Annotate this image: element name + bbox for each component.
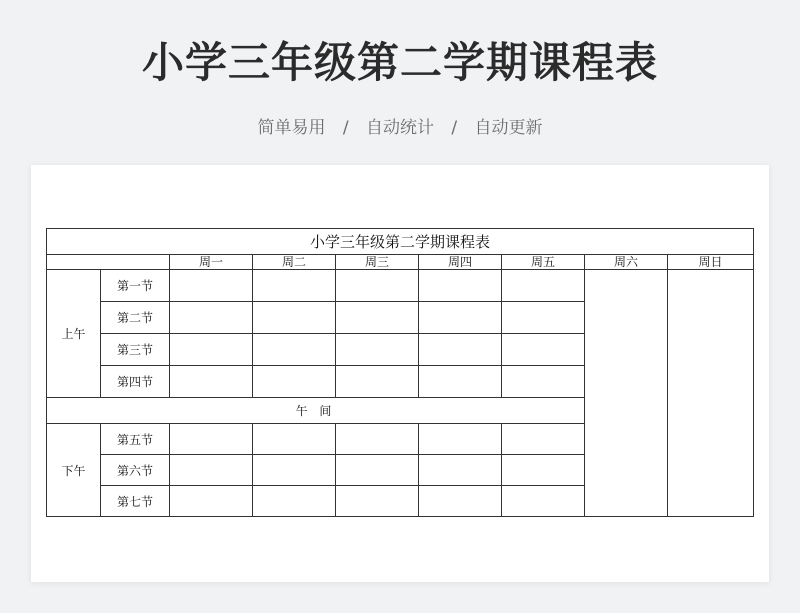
period-label: 第六节 — [101, 455, 170, 486]
schedule-cell[interactable] — [253, 334, 336, 366]
schedule-cell[interactable] — [253, 486, 336, 517]
schedule-cell[interactable] — [253, 455, 336, 486]
schedule-cell[interactable] — [336, 334, 419, 366]
period-label: 第五节 — [101, 424, 170, 455]
subtitle-item: 简单易用 — [257, 118, 326, 138]
subtitle-separator: / — [451, 118, 458, 138]
schedule-cell[interactable] — [502, 334, 585, 366]
schedule-cell[interactable] — [253, 270, 336, 302]
schedule-cell[interactable] — [336, 455, 419, 486]
session-label-morning: 上午 — [47, 270, 101, 398]
period-label: 第四节 — [101, 366, 170, 398]
day-header-thu: 周四 — [419, 255, 502, 270]
schedule-cell[interactable] — [502, 366, 585, 398]
schedule-cell[interactable] — [170, 486, 253, 517]
schedule-cell[interactable] — [253, 424, 336, 455]
page-title: 小学三年级第二学期课程表 — [141, 38, 658, 87]
schedule-cell[interactable] — [253, 302, 336, 334]
schedule-cell[interactable] — [502, 455, 585, 486]
schedule-cell[interactable] — [419, 302, 502, 334]
day-header-sun: 周日 — [668, 255, 754, 270]
schedule-cell[interactable] — [419, 486, 502, 517]
subtitle-item: 自动统计 — [366, 118, 434, 138]
session-label-afternoon: 下午 — [47, 424, 101, 517]
schedule-cell[interactable] — [419, 270, 502, 302]
sunday-merged-cell[interactable] — [668, 270, 754, 517]
schedule-cell[interactable] — [336, 424, 419, 455]
day-header-tue: 周二 — [253, 255, 336, 270]
schedule-cell[interactable] — [170, 270, 253, 302]
schedule-cell[interactable] — [336, 302, 419, 334]
lunch-break-row: 午 间 — [47, 398, 585, 424]
period-label: 第七节 — [101, 486, 170, 517]
header-corner-cell — [47, 255, 170, 270]
schedule-cell[interactable] — [170, 424, 253, 455]
schedule-cell[interactable] — [502, 486, 585, 517]
day-header-sat: 周六 — [585, 255, 668, 270]
schedule-cell[interactable] — [336, 270, 419, 302]
schedule-cell[interactable] — [419, 366, 502, 398]
schedule-cell[interactable] — [419, 424, 502, 455]
schedule-cell[interactable] — [502, 302, 585, 334]
schedule-cell[interactable] — [253, 366, 336, 398]
saturday-merged-cell[interactable] — [585, 270, 668, 517]
subtitle-separator: / — [342, 118, 349, 138]
day-header-wed: 周三 — [336, 255, 419, 270]
schedule-cell[interactable] — [170, 334, 253, 366]
schedule-cell[interactable] — [170, 366, 253, 398]
schedule-table — [46, 228, 754, 517]
schedule-cell[interactable] — [502, 270, 585, 302]
day-header-fri: 周五 — [502, 255, 585, 270]
day-header-mon: 周一 — [170, 255, 253, 270]
schedule-cell[interactable] — [419, 455, 502, 486]
subtitle-item: 自动更新 — [474, 118, 543, 138]
schedule-cell[interactable] — [170, 455, 253, 486]
schedule-cell[interactable] — [419, 334, 502, 366]
schedule-cell[interactable] — [336, 486, 419, 517]
period-label: 第二节 — [101, 302, 170, 334]
schedule-cell[interactable] — [170, 302, 253, 334]
period-label: 第一节 — [101, 270, 170, 302]
period-label: 第三节 — [101, 334, 170, 366]
schedule-cell[interactable] — [336, 366, 419, 398]
table-title: 小学三年级第二学期课程表 — [47, 229, 754, 255]
subtitle — [0, 113, 800, 138]
spreadsheet-preview — [31, 165, 769, 582]
schedule-cell[interactable] — [502, 424, 585, 455]
